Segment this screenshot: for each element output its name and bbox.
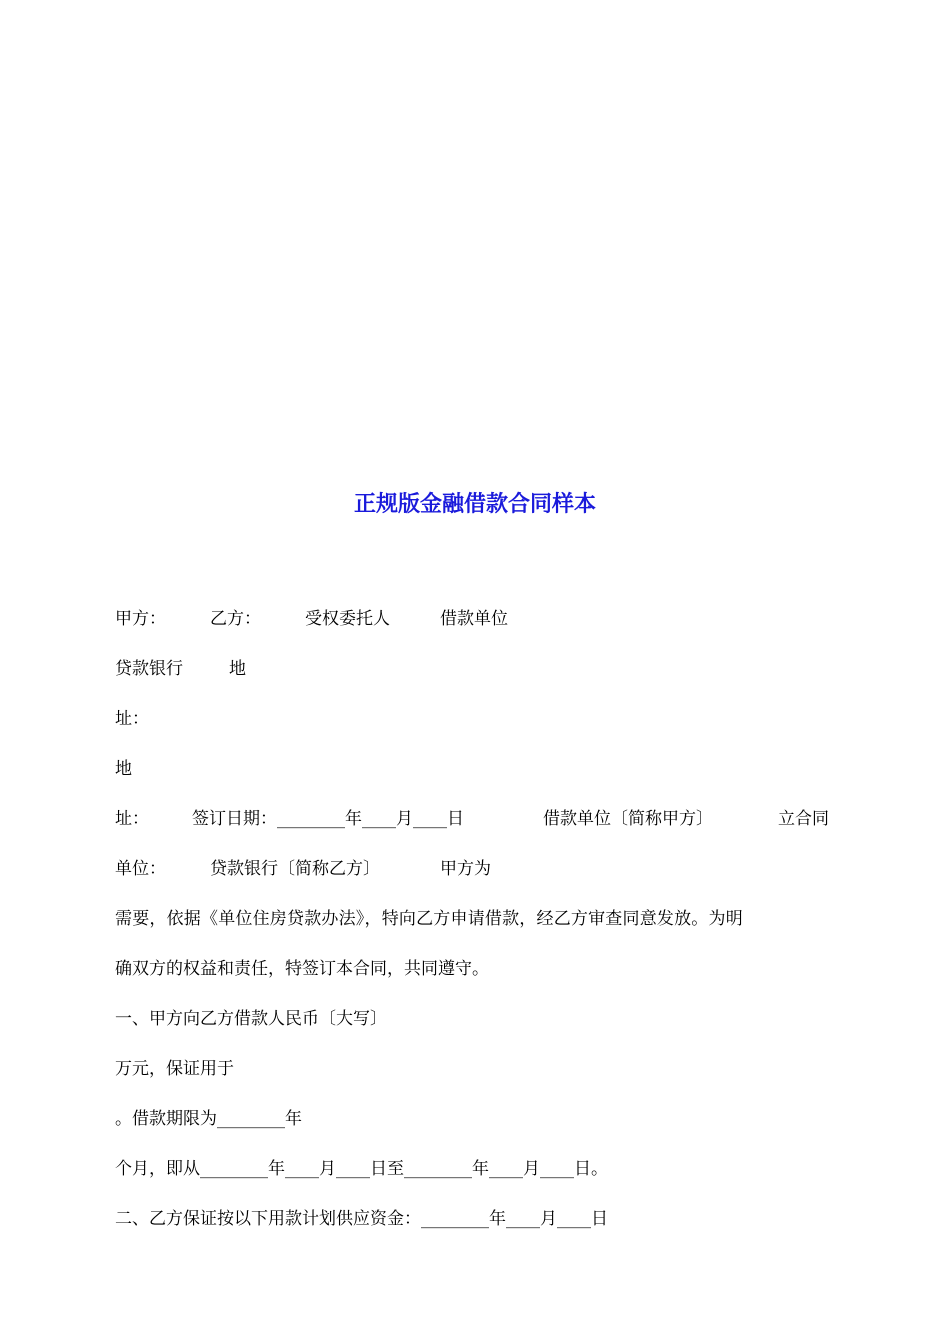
clause-1-line-2: 万元，保证用于 <box>115 1059 234 1079</box>
agent-label: 受权委托人 <box>305 609 390 629</box>
clause-1-line-4: 个月，即从________年____月____日至________年____月____日。 <box>115 1159 608 1179</box>
parties-line <box>115 608 840 630</box>
party-b-label: 乙方： <box>210 609 261 629</box>
address-label-end: 址： <box>115 709 149 729</box>
address-label-start-2: 地 <box>115 759 132 779</box>
intro-paragraph-line-2: 确双方的权益和责任，特签订本合同，共同遵守。 <box>115 959 489 979</box>
contract-start-text: 立合同 <box>778 809 829 829</box>
intro-paragraph-line-1: 需要，依据《单位住房贷款办法》，特向乙方申请借款，经乙方审查同意发放。为明 <box>115 909 743 929</box>
address-label-start: 地 <box>229 659 246 679</box>
borrower-short-name: 借款单位〔简称甲方〕 <box>543 809 713 829</box>
lending-bank-label: 贷款银行 <box>115 659 183 679</box>
clause-1-line-3: 。借款期限为________年 <box>115 1109 302 1129</box>
sign-date-line <box>115 808 840 830</box>
party-a-label: 甲方： <box>115 609 166 629</box>
sign-date-field: 签订日期：________年____月____日 <box>192 809 464 829</box>
borrower-unit-label: 借款单位 <box>440 609 508 629</box>
unit-line <box>115 858 840 880</box>
document-title: 正规版金融借款合同样本 <box>353 491 596 517</box>
party-a-for-text: 甲方为 <box>440 859 491 879</box>
bank-line <box>115 658 840 680</box>
unit-label: 单位： <box>115 859 166 879</box>
bank-short-name: 贷款银行〔简称乙方〕 <box>210 859 380 879</box>
clause-1-line-1: 一、甲方向乙方借款人民币〔大写〕 <box>115 1009 387 1029</box>
address-label-end-2: 址： <box>115 809 149 829</box>
clause-2-line-1: 二、乙方保证按以下用款计划供应资金：________年____月____日 <box>115 1209 608 1229</box>
